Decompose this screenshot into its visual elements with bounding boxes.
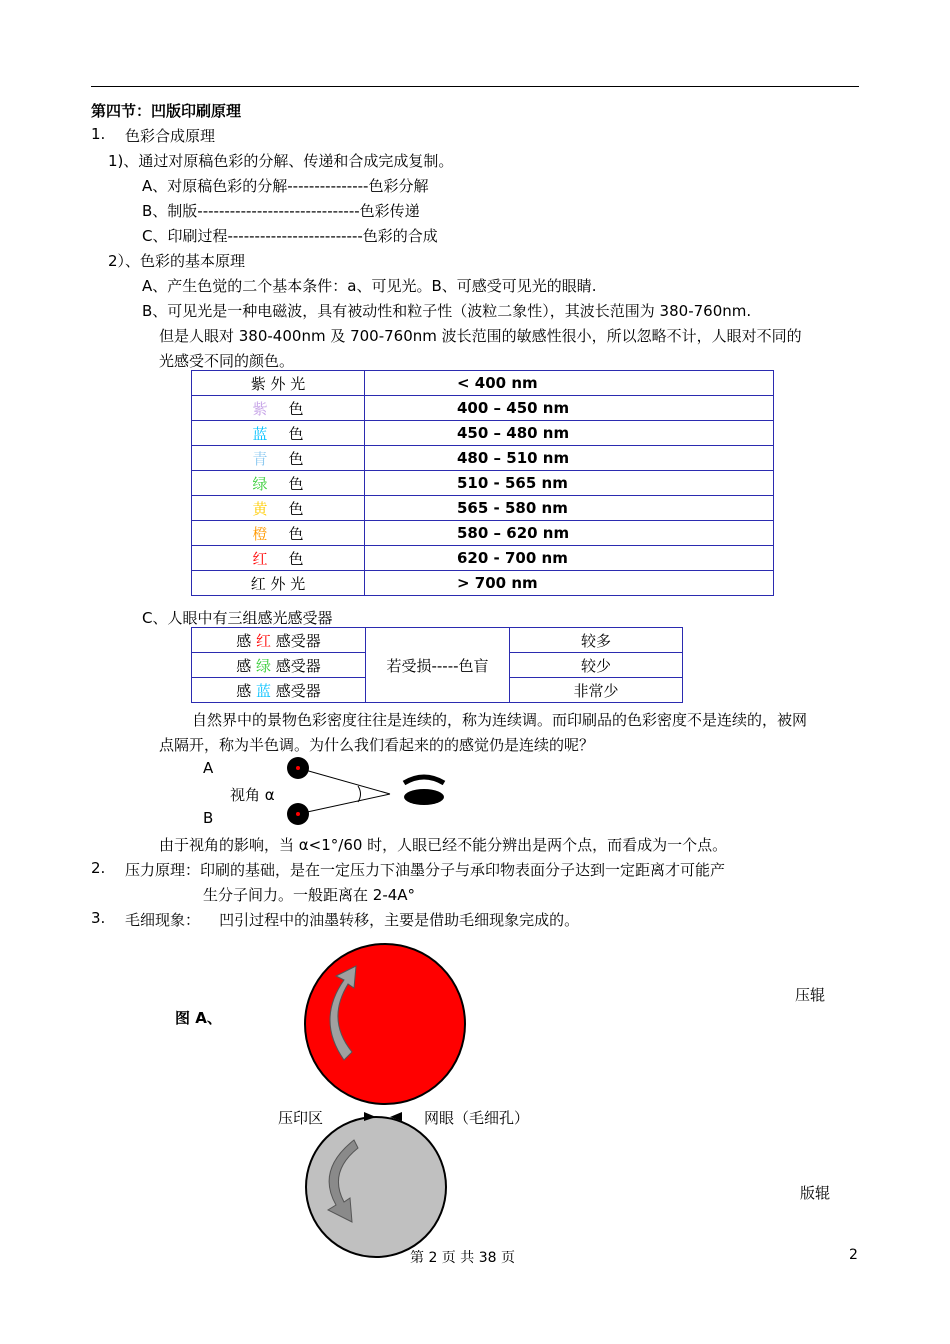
spectrum-row — [192, 496, 774, 521]
item1-label: 色彩合成原理 — [125, 127, 216, 145]
sub1-a: A、对原稿色彩的分解---------------色彩分解 — [142, 177, 429, 195]
figure-label: 图 A、 — [175, 1009, 222, 1027]
sensor-label: 感 绿 感受器 — [192, 653, 366, 678]
sensor-label: 感 红 感受器 — [192, 628, 366, 653]
spectrum-row — [192, 421, 774, 446]
spectrum-wavelength-range: 510 - 565 nm — [365, 471, 774, 496]
eye-icon — [404, 777, 444, 805]
sensor-damage-note: 若受损-----色盲 — [366, 628, 510, 703]
spectrum-table — [191, 370, 774, 596]
item2-line1: 压力原理：印刷的基础，是在一定压力下油墨分子与承印物表面分子达到一定距离才可能产 — [125, 861, 726, 879]
spectrum-color-name: 蓝 色 — [192, 421, 365, 446]
sensor-amount: 较少 — [510, 653, 683, 678]
sensor-label: 感 蓝 感受器 — [192, 678, 366, 703]
sub1-title: 1)、通过对原稿色彩的分解、传递和合成完成复制。 — [108, 152, 454, 170]
spectrum-row — [192, 571, 774, 596]
spectrum-wavelength-range: 450 – 480 nm — [365, 421, 774, 446]
viewing-angle-diagram — [280, 752, 460, 832]
top-roller-label: 压辊 — [795, 986, 826, 1004]
spectrum-color-name: 红 色 — [192, 546, 365, 571]
spectrum-row — [192, 471, 774, 496]
spectrum-row — [192, 446, 774, 471]
sub2-title: 2）、色彩的基本原理 — [108, 252, 246, 270]
spectrum-color-name: 黄 色 — [192, 496, 365, 521]
spectrum-color-name: 青 色 — [192, 446, 365, 471]
spectrum-color-name: 橙 色 — [192, 521, 365, 546]
roller-diagram — [296, 940, 476, 1260]
sensor-amount: 较多 — [510, 628, 683, 653]
point-b-label: B — [203, 809, 214, 827]
sub1-b: B、制版------------------------------色彩传递 — [142, 202, 420, 220]
spectrum-row — [192, 371, 774, 396]
spectrum-wavelength-range: 580 – 620 nm — [365, 521, 774, 546]
point-a-label: A — [203, 759, 214, 777]
angle-arc — [358, 786, 361, 802]
item3-number: 3. — [91, 909, 106, 927]
spectrum-wavelength-range: > 700 nm — [365, 571, 774, 596]
sub1-c: C、印刷过程-------------------------色彩的合成 — [142, 227, 438, 245]
spectrum-row — [192, 396, 774, 421]
sub2-b-line3: 光感受不同的颜色。 — [159, 352, 295, 370]
impression-roller — [305, 944, 465, 1104]
para-continuous-tone: 自然界中的景物色彩密度往往是连续的，称为连续调。而印刷品的色彩密度不是连续的，被网 — [192, 711, 808, 729]
item2-line2: 生分子间力。一般距离在 2-4A° — [203, 886, 416, 904]
item2-number: 2. — [91, 859, 106, 877]
spectrum-wavelength-range: 620 - 700 nm — [365, 546, 774, 571]
spectrum-row — [192, 546, 774, 571]
cells-label: 网眼（毛细孔） — [424, 1109, 530, 1127]
nip-label: 压印区 — [278, 1109, 324, 1127]
sensor-table — [191, 627, 683, 703]
plate-roller — [306, 1117, 446, 1257]
spectrum-wavelength-range: 480 – 510 nm — [365, 446, 774, 471]
sub2-a: A、产生色觉的二个基本条件：a、可见光。B、可感受可见光的眼睛. — [142, 277, 597, 295]
sub2-b-line2: 但是人眼对 380-400nm 及 700-760nm 波长范围的敏感性很小，所以忽略不计，人眼对不同的 — [159, 327, 802, 345]
para-halftone: 点隔开，称为半色调。为什么我们看起来的的感觉仍是连续的呢？ — [159, 736, 595, 754]
item1-number: 1. — [91, 125, 106, 143]
footer-page-number: 2 — [849, 1247, 858, 1263]
sensor-amount: 非常少 — [510, 678, 683, 703]
spectrum-wavelength-range: 565 - 580 nm — [365, 496, 774, 521]
footer-page-info: 第 2 页 共 38 页 — [410, 1250, 515, 1266]
spectrum-row — [192, 521, 774, 546]
spectrum-color-name: 紫 外 光 — [192, 371, 365, 396]
sensor-row — [192, 628, 683, 653]
header-rule — [91, 86, 859, 87]
section-title: 第四节：凹版印刷原理 — [91, 102, 242, 120]
item3-text: 毛细现象： 凹引过程中的油墨转移，主要是借助毛细现象完成的。 — [125, 911, 580, 929]
spectrum-wavelength-range: 400 – 450 nm — [365, 396, 774, 421]
spectrum-color-name: 红 外 光 — [192, 571, 365, 596]
bottom-roller-label: 版辊 — [800, 1184, 831, 1202]
spectrum-color-name: 绿 色 — [192, 471, 365, 496]
viewing-angle-label: 视角 α — [230, 786, 275, 804]
sub2-b: B、可见光是一种电磁波，具有被动性和粒子性（波粒二象性），其波长范围为 380-760nm. — [142, 302, 752, 320]
spectrum-wavelength-range: < 400 nm — [365, 371, 774, 396]
spectrum-color-name: 紫 色 — [192, 396, 365, 421]
sub2-c: C、人眼中有三组感光感受器 — [142, 609, 333, 627]
para-angle-explanation: 由于视角的影响，当 α<1°/60 时，人眼已经不能分辨出是两个点，而看成为一个点。 — [159, 836, 728, 854]
